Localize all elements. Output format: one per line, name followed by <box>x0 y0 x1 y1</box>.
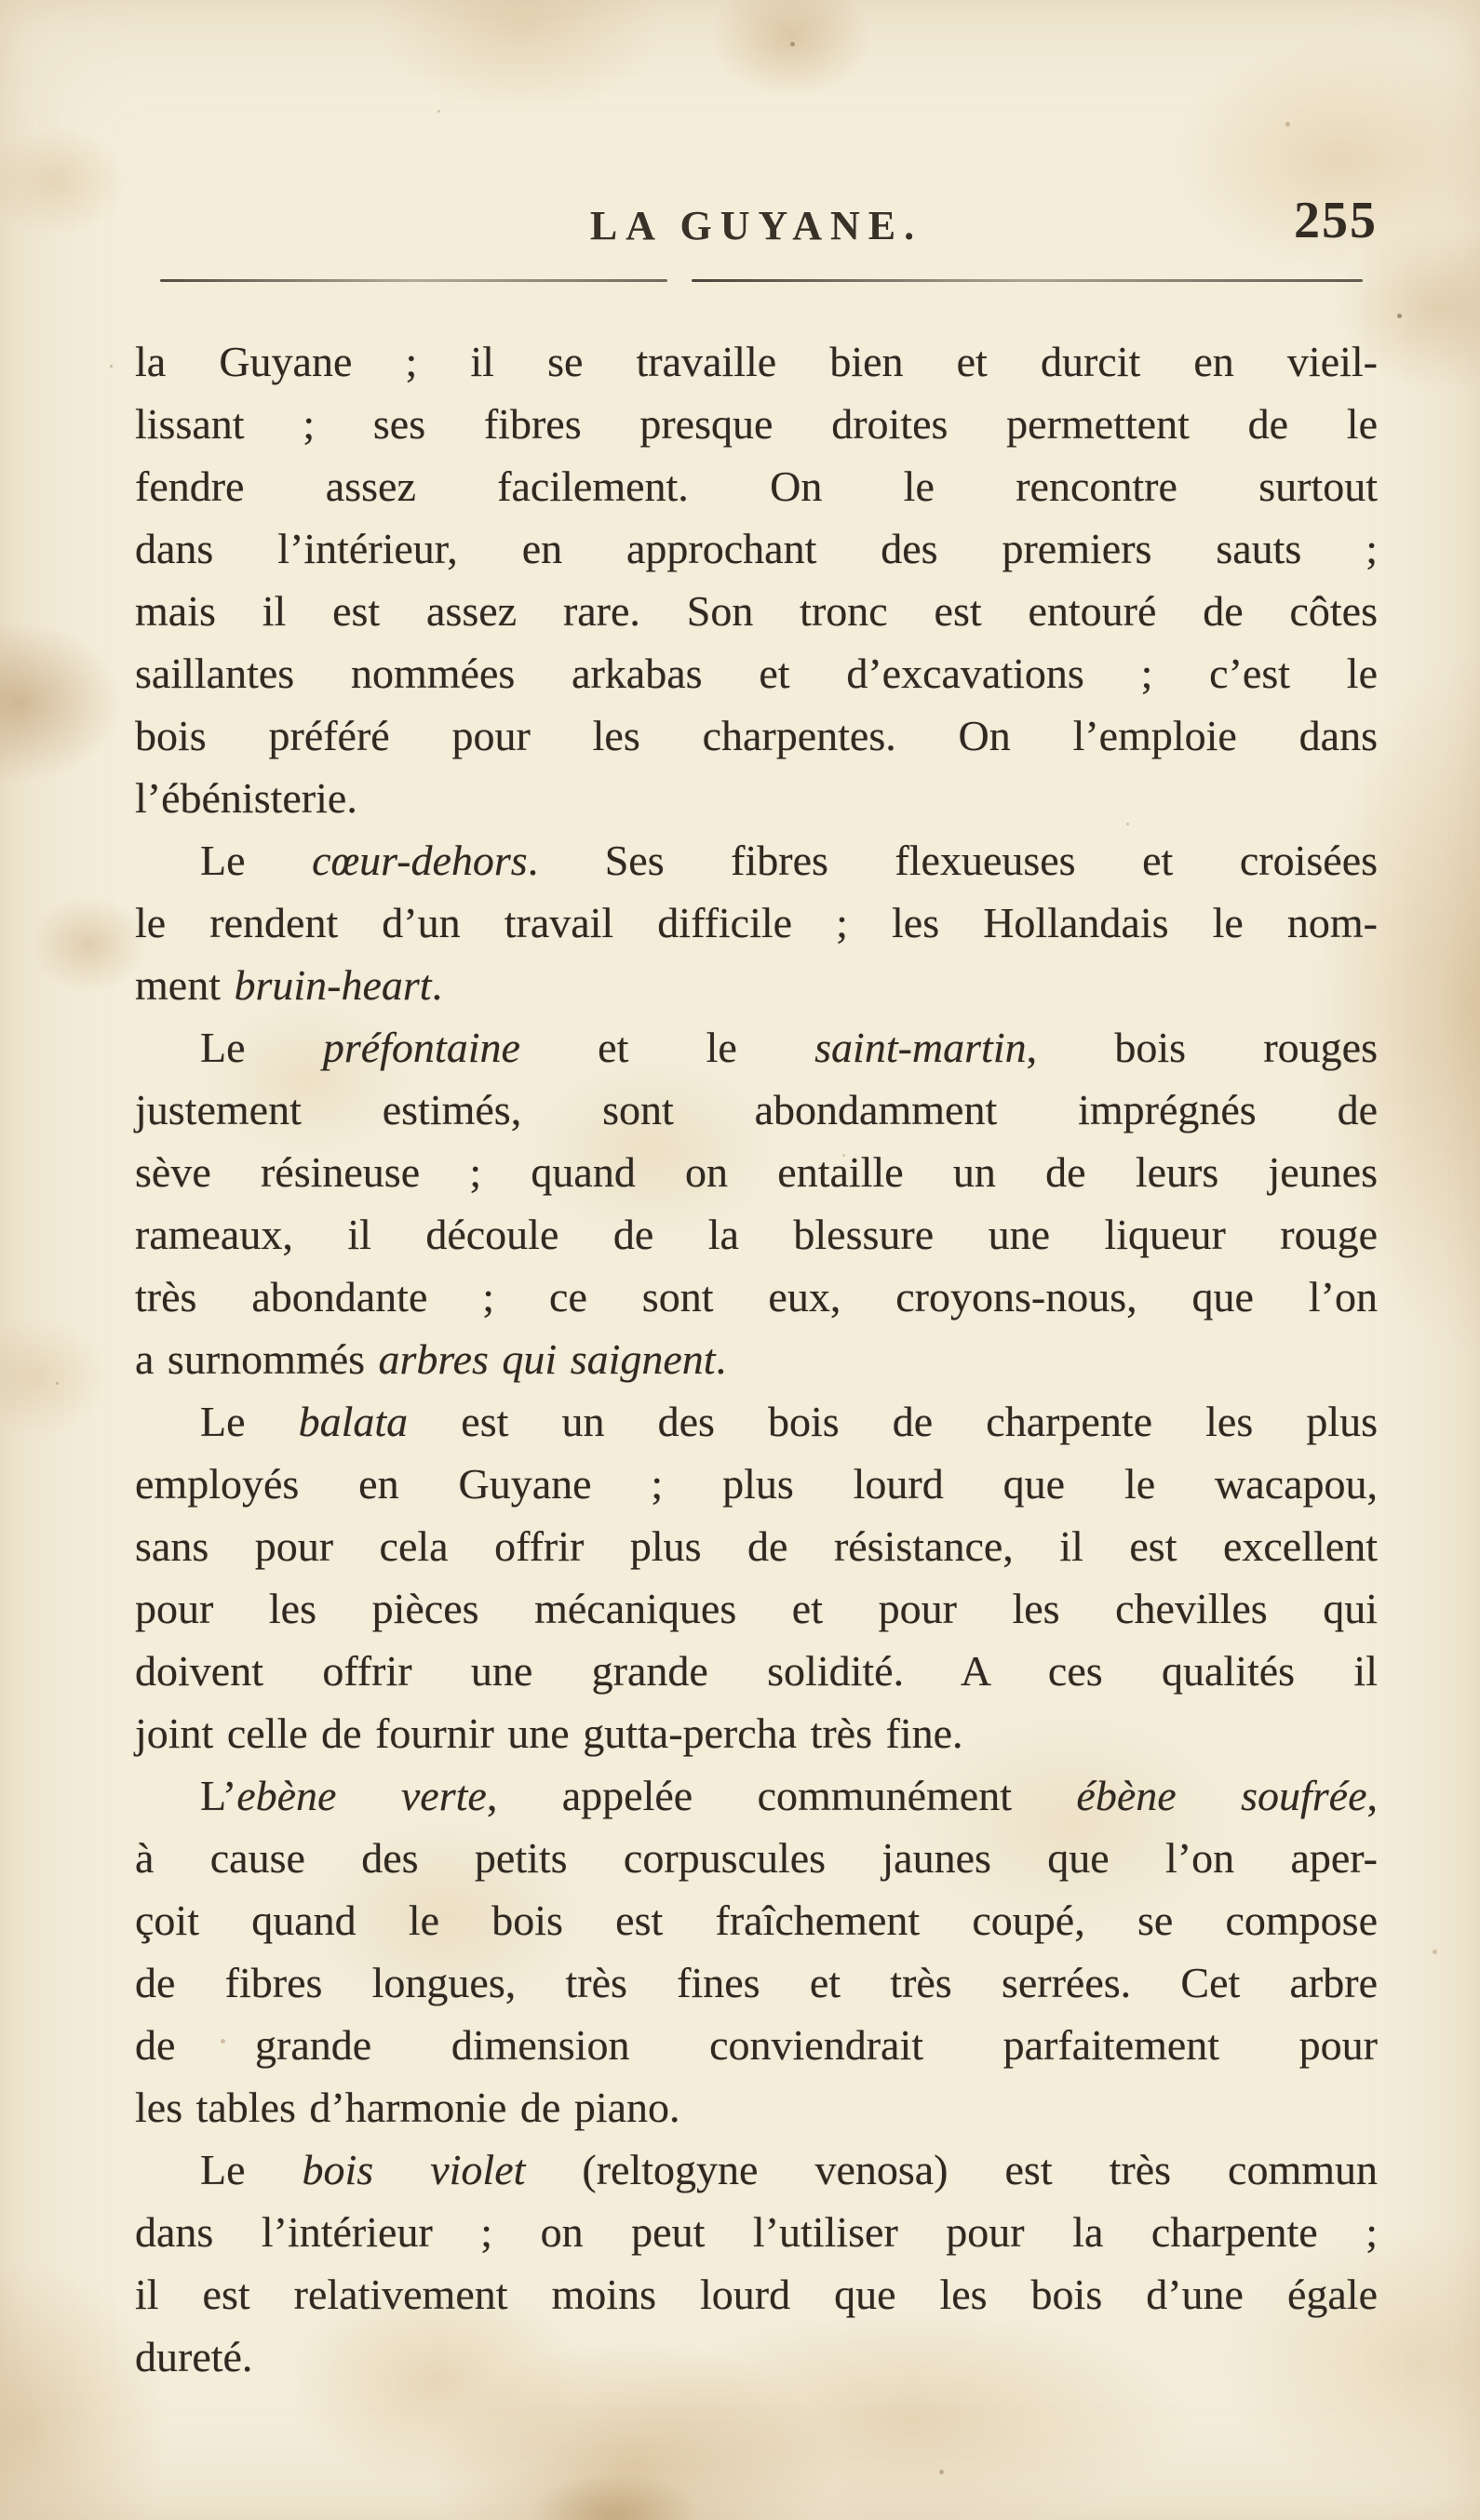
text-line <box>135 1889 1378 1951</box>
text-run: Le <box>200 2146 303 2193</box>
page-number: 255 <box>1294 192 1378 249</box>
text-run: joint celle de fournir une gutta-percha très fine. <box>135 1709 963 1757</box>
text-run: justement estimés, sont abondamment imprégnés de <box>135 1086 1378 1133</box>
text-line <box>135 642 1378 704</box>
text-line <box>135 1827 1378 1889</box>
text-line <box>135 1266 1378 1328</box>
text-line <box>135 517 1378 580</box>
text-line <box>135 1764 1378 1827</box>
text-run: à cause des petits corpuscules jaunes que l’on aper- <box>135 1834 1378 1882</box>
text-run: a surnommés <box>135 1335 379 1383</box>
body-text <box>135 330 1378 2388</box>
text-run: . <box>431 961 443 1009</box>
text-run: pour les pièces mécaniques et pour les chevilles qui <box>135 1585 1378 1632</box>
paper-specks <box>0 0 3 3</box>
text-line <box>135 767 1378 829</box>
header-rule-right-segment <box>692 279 1363 282</box>
text-run: doivent offrir une grande solidité. A ces qualités il <box>135 1647 1378 1695</box>
text-run: et le <box>519 1024 815 1071</box>
text-run: , <box>1366 1772 1378 1819</box>
text-run: employés en Guyane ; plus lourd que le wacapou, <box>135 1460 1378 1508</box>
text-run: saillantes nommées arkabas et d’excavations ; c’est le <box>135 650 1378 697</box>
text-run-italic: saint-martin <box>814 1024 1027 1071</box>
header-rule <box>160 278 1363 283</box>
text-line <box>135 2263 1378 2326</box>
text-run: de fibres longues, très fines et très serrées. Cet arbre <box>135 1959 1378 2006</box>
text-line <box>135 1079 1378 1141</box>
text-run: , appelée communément <box>486 1772 1077 1819</box>
text-line <box>135 1515 1378 1577</box>
text-run-italic: ébène soufrée <box>1076 1772 1367 1819</box>
text-line <box>135 1702 1378 1764</box>
text-run: rameaux, il découle de la blessure une liqueur rouge <box>135 1211 1378 1258</box>
text-run: très abondante ; ce sont eux, croyons-nous, que l’on <box>135 1273 1378 1320</box>
text-line <box>135 829 1378 891</box>
text-run-italic: bois violet <box>302 2146 526 2193</box>
text-line <box>135 1577 1378 1640</box>
text-line <box>135 1390 1378 1453</box>
text-run: (reltogyne venosa) est très commun <box>525 2146 1379 2193</box>
text-run: . Ses fibres flexueuses et croisées <box>527 837 1379 884</box>
header-rule-gap <box>667 280 692 281</box>
text-line <box>135 1453 1378 1515</box>
text-run: Le <box>200 1024 323 1071</box>
text-run-italic: cœur-dehors <box>312 837 528 884</box>
text-line <box>135 954 1378 1016</box>
page-header <box>135 192 1378 255</box>
text-run: est un des bois de charpente les plus <box>408 1398 1379 1445</box>
text-run: mais il est assez rare. Son tronc est entouré de côtes <box>135 587 1378 635</box>
text-run: lissant ; ses fibres presque droites permettent de le <box>135 400 1378 448</box>
text-line <box>135 1951 1378 2014</box>
text-line <box>135 2138 1378 2201</box>
text-run: les tables d’harmonie de piano. <box>135 2084 680 2131</box>
text-run-italic: bruin-heart <box>234 961 432 1009</box>
text-run: . <box>715 1335 727 1383</box>
text-run-italic: ebène verte <box>236 1772 487 1819</box>
text-run: dans l’intérieur ; on peut l’utiliser pour la charpente ; <box>135 2208 1378 2256</box>
text-run: fendre assez facilement. On le rencontre surtout <box>135 462 1378 510</box>
text-run: çoit quand le bois est fraîchement coupé, se compose <box>135 1897 1378 1944</box>
text-line <box>135 1141 1378 1203</box>
text-run: Le <box>200 837 313 884</box>
text-run: Le <box>200 1398 299 1445</box>
text-run: sans pour cela offrir plus de résistance, il est excellent <box>135 1522 1378 1570</box>
text-run-italic: balata <box>298 1398 409 1445</box>
text-run: ment <box>135 961 235 1009</box>
running-title: LA GUYANE. <box>589 203 923 248</box>
text-run: la Guyane ; il se travaille bien et durcit en vieil- <box>135 338 1378 385</box>
text-line <box>135 455 1378 517</box>
text-run: l’ébénisterie. <box>135 774 357 822</box>
text-line <box>135 1016 1378 1079</box>
text-run: L’ <box>200 1772 237 1819</box>
text-run: le rendent d’un travail difficile ; les Hollandais le nom- <box>135 899 1378 946</box>
text-run: dureté. <box>135 2333 253 2380</box>
text-run-italic: arbres qui saignent <box>378 1335 716 1383</box>
text-line <box>135 393 1378 455</box>
text-line <box>135 1640 1378 1702</box>
text-run: , bois rouges <box>1026 1024 1378 1071</box>
header-rule-left-segment <box>160 279 667 282</box>
text-line <box>135 2014 1378 2076</box>
text-line <box>135 2326 1378 2388</box>
text-line <box>135 330 1378 393</box>
text-run: il est relativement moins lourd que les bois d’une égale <box>135 2271 1378 2318</box>
text-run: bois préféré pour les charpentes. On l’emploie dans <box>135 712 1378 759</box>
text-line <box>135 891 1378 954</box>
text-line <box>135 1328 1378 1390</box>
text-run: de grande dimension conviendrait parfaitement pour <box>135 2021 1378 2069</box>
text-run: sève résineuse ; quand on entaille un de leurs jeunes <box>135 1148 1378 1196</box>
text-line <box>135 580 1378 642</box>
text-line <box>135 1203 1378 1266</box>
text-run-italic: préfontaine <box>322 1024 520 1071</box>
text-line <box>135 2201 1378 2263</box>
text-run: dans l’intérieur, en approchant des premiers sauts ; <box>135 525 1378 572</box>
text-line <box>135 2076 1378 2138</box>
text-line <box>135 704 1378 767</box>
